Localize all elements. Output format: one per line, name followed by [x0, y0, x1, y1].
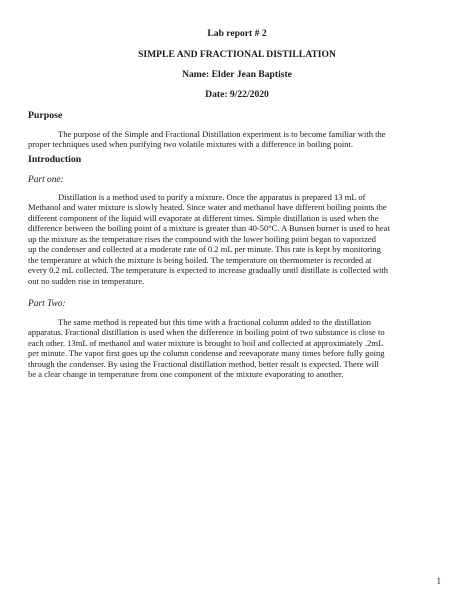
- report-label: Lab report # 2: [207, 28, 267, 39]
- part-two-line: through the condenser. By using the Fractional distillation method, better result is expected. There will: [28, 358, 379, 369]
- part-one-line: up the condenser and collected at a moderate rate of 0.2 mL per minute. This rate is kept by monitoring: [28, 244, 381, 255]
- purpose-line: proper techniques used when purifying two volatile mixtures with a difference in boiling point.: [28, 139, 354, 150]
- part-one-line: out no sudden rise in temperature.: [28, 275, 145, 286]
- purpose-line: The purpose of the Simple and Fractional Distillation experiment is to become familiar with the: [58, 129, 386, 139]
- part-two-paragraph: [28, 317, 448, 380]
- part-one-line: every 0.2 mL collected. The temperature is expected to increase gradually until distillate is collected with: [28, 265, 389, 276]
- page-number: 1: [436, 576, 441, 586]
- part-two-line: The same method is repeated but this time with a fractional column added to the distillation: [58, 317, 372, 327]
- report-title: SIMPLE AND FRACTIONAL DISTILLATION: [138, 49, 336, 60]
- part-two-line: be a clear change in temperature from one component of the mixture evaporating to another.: [28, 369, 344, 380]
- author-name: Name: Elder Jean Baptiste: [182, 69, 292, 80]
- introduction-heading: Introduction: [28, 154, 82, 165]
- part-one-paragraph: [28, 192, 448, 286]
- part-two-line: apparatus. Fractional distillation is used when the difference in boiling point of two substance is close to: [28, 327, 385, 338]
- part-one-line: up the mixture as the temperature rises the compound with the lower boiling point began to vaporized: [28, 233, 376, 244]
- report-date: Date: 9/22/2020: [205, 89, 269, 100]
- part-one-line: different component of the liquid will evaporate at different times. Simple distillation is used when the: [28, 212, 379, 223]
- purpose-heading: Purpose: [28, 110, 63, 121]
- part-one-line: the temperature at which the mixture is being boiled. The temperature on thermometer is recorded at: [28, 254, 372, 265]
- part-one-line: difference between the boiling point of a mixture is greater than 40-50°C. A Bunsen burner is used to heat: [28, 223, 390, 234]
- part-two-heading: Part Two:: [28, 299, 66, 309]
- part-two-line: each other. 13mL of methanol and water mixture is brought to boil and collected at approximately .2mL: [28, 337, 384, 348]
- purpose-paragraph: [28, 129, 448, 150]
- part-two-line: per minute. The vapor first goes up the column condense and reevaporate many times before fully going: [28, 348, 385, 359]
- part-one-heading: Part one:: [28, 175, 64, 185]
- part-one-line: Distillation is a method used to purify a mixture. Once the apparatus is prepared 13 mL of: [58, 192, 366, 202]
- part-one-line: Methanol and water mixture is slowly heated. Since water and methanol have different boiling points the: [28, 202, 387, 213]
